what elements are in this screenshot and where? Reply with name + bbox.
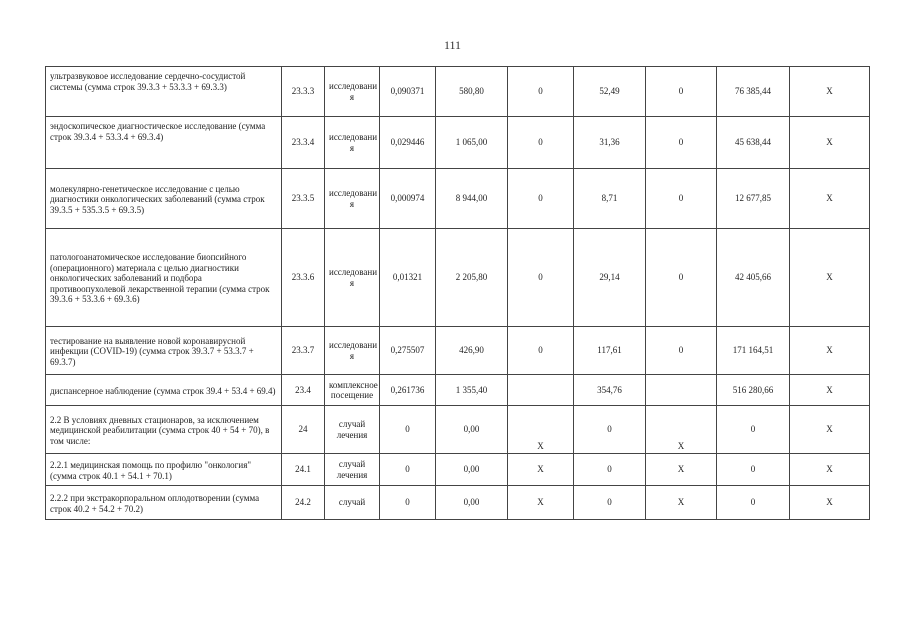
row-col6: 0 — [717, 406, 790, 454]
row-col6: 76 385,44 — [717, 67, 790, 117]
row-col4: 29,14 — [574, 229, 646, 327]
row-col3 — [508, 375, 574, 406]
row-col1: 0,261736 — [380, 375, 436, 406]
table-row — [46, 406, 870, 454]
row-col3: 0 — [508, 327, 574, 375]
row-col3: Х — [508, 454, 574, 486]
row-col3: 0 — [508, 67, 574, 117]
row-col7: Х — [790, 169, 870, 229]
row-col4: 0 — [574, 486, 646, 520]
row-col2: 0,00 — [436, 406, 508, 454]
table-row — [46, 229, 870, 327]
row-unit: случай лечения — [325, 454, 380, 486]
row-col1: 0,275507 — [380, 327, 436, 375]
row-code: 24 — [282, 406, 325, 454]
row-col4: 0 — [574, 406, 646, 454]
row-col7: Х — [790, 67, 870, 117]
row-name: молекулярно-генетическое исследование с целью диагностики онкологических заболеваний (сумма строк 39.3.5 + 535.3.5 + 69.3.5) — [46, 169, 282, 229]
row-name: 2.2 В условиях дневных стационаров, за исключением медицинской реабилитации (сумма строк 40 + 54 + 70), в том числе: — [46, 406, 282, 454]
row-col3: 0 — [508, 117, 574, 169]
row-col2: 8 944,00 — [436, 169, 508, 229]
page-number: 111 — [443, 38, 462, 52]
row-unit: исследовани я — [325, 229, 380, 327]
row-code: 23.3.7 — [282, 327, 325, 375]
row-col1: 0,090371 — [380, 67, 436, 117]
row-col7: Х — [790, 375, 870, 406]
row-col5-mark: Х — [677, 440, 685, 451]
row-col6: 12 677,85 — [717, 169, 790, 229]
row-code: 23.3.6 — [282, 229, 325, 327]
row-col4: 354,76 — [574, 375, 646, 406]
row-col6: 516 280,66 — [717, 375, 790, 406]
row-col3-mark: Х — [537, 440, 544, 451]
row-col2: 2 205,80 — [436, 229, 508, 327]
row-col2: 0,00 — [436, 454, 508, 486]
row-col7: Х — [790, 454, 870, 486]
row-col5: 0 — [646, 229, 717, 327]
row-col4: 52,49 — [574, 67, 646, 117]
row-code: 23.3.5 — [282, 169, 325, 229]
row-col5 — [646, 406, 717, 454]
row-col6: 42 405,66 — [717, 229, 790, 327]
row-col4: 8,71 — [574, 169, 646, 229]
row-unit: исследовани я — [325, 169, 380, 229]
row-col3: Х — [508, 486, 574, 520]
row-col2: 580,80 — [436, 67, 508, 117]
row-col1: 0 — [380, 486, 436, 520]
row-col1: 0,01321 — [380, 229, 436, 327]
table-row — [46, 117, 870, 169]
row-unit: случай — [325, 486, 380, 520]
row-col5: Х — [646, 486, 717, 520]
row-col5: 0 — [646, 169, 717, 229]
row-code: 24.1 — [282, 454, 325, 486]
row-col5: 0 — [646, 327, 717, 375]
row-col6: 171 164,51 — [717, 327, 790, 375]
row-col1: 0 — [380, 454, 436, 486]
row-unit: комплексное посещение — [325, 375, 380, 406]
row-code: 23.3.4 — [282, 117, 325, 169]
row-col7: Х — [790, 406, 870, 454]
row-col4: 31,36 — [574, 117, 646, 169]
row-col3: 0 — [508, 229, 574, 327]
table-row — [46, 67, 870, 117]
row-col1: 0,029446 — [380, 117, 436, 169]
row-col5 — [646, 375, 717, 406]
row-code: 24.2 — [282, 486, 325, 520]
row-col1: 0,000974 — [380, 169, 436, 229]
row-name: ультразвуковое исследование сердечно-сосудистой системы (сумма строк 39.3.3 + 53.3.3 + 69.3.3) — [46, 67, 282, 117]
table-row — [46, 375, 870, 406]
row-name: тестирование на выявление новой коронавирусной инфекции (COVID-19) (сумма строк 39.3.7 + 53.3.7 + 69.3.7) — [46, 327, 282, 375]
row-col5: 0 — [646, 67, 717, 117]
row-col7: Х — [790, 486, 870, 520]
table-row — [46, 486, 870, 520]
data-table — [45, 66, 870, 520]
row-col2: 1 065,00 — [436, 117, 508, 169]
row-name: 2.2.2 при экстракорпоральном оплодотворении (сумма строк 40.2 + 54.2 + 70.2) — [46, 486, 282, 520]
row-name: 2.2.1 медицинская помощь по профилю "онкология" (сумма строк 40.1 + 54.1 + 70.1) — [46, 454, 282, 486]
row-col3: 0 — [508, 169, 574, 229]
row-col2: 426,90 — [436, 327, 508, 375]
table-row — [46, 454, 870, 486]
row-code: 23.3.3 — [282, 67, 325, 117]
row-col5: Х — [646, 454, 717, 486]
row-col7: Х — [790, 117, 870, 169]
row-col5: 0 — [646, 117, 717, 169]
row-name: диспансерное наблюдение (сумма строк 39.4 + 53.4 + 69.4) — [46, 375, 282, 406]
row-col4: 117,61 — [574, 327, 646, 375]
row-name: эндоскопическое диагностическое исследование (сумма строк 39.3.4 + 53.3.4 + 69.3.4) — [46, 117, 282, 169]
row-col6: 0 — [717, 454, 790, 486]
row-col2: 0,00 — [436, 486, 508, 520]
row-unit: исследовани я — [325, 117, 380, 169]
row-name: патологоанатомическое исследование биопсийного (операционного) материала с целью диагностики онкологических заболеваний и подбора противоопухолевой лекарственной терапии (сумма строк 39.3.6 + 53.3.6 + 69.3.6) — [46, 229, 282, 327]
row-col6: 45 638,44 — [717, 117, 790, 169]
row-col2: 1 355,40 — [436, 375, 508, 406]
row-unit: исследовани я — [325, 67, 380, 117]
row-unit: исследовани я — [325, 327, 380, 375]
row-col3 — [508, 406, 574, 454]
row-code: 23.4 — [282, 375, 325, 406]
row-col7: Х — [790, 327, 870, 375]
row-col6: 0 — [717, 486, 790, 520]
row-unit: случай лечения — [325, 406, 380, 454]
table-row — [46, 327, 870, 375]
table-row — [46, 169, 870, 229]
row-col1: 0 — [380, 406, 436, 454]
row-col7: Х — [790, 229, 870, 327]
row-col4: 0 — [574, 454, 646, 486]
